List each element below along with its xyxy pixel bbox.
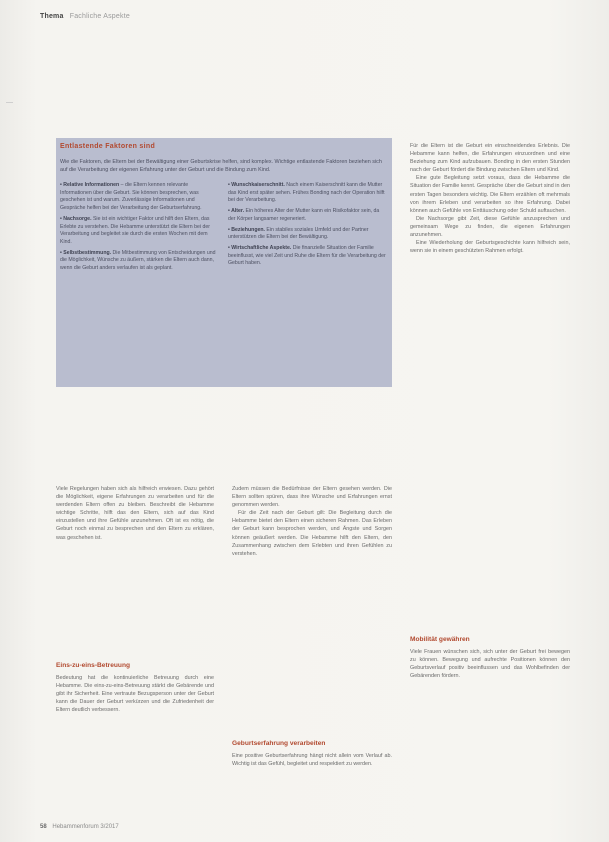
info-item-lead: • Beziehungen. xyxy=(228,226,265,233)
info-box xyxy=(56,138,392,387)
page-number: 58 xyxy=(40,824,47,830)
info-box-left-column xyxy=(60,182,218,276)
info-item-text: – die Eltern kennen relevante Informationen über die Geburt. Sie können besprechen, was geschehen ist und warum. Zuverlässige Informationen und Gespräche helfen bei der Verarbeitung der Geburtserfahrung. xyxy=(60,182,202,212)
header-section: Fachliche Aspekte xyxy=(69,13,130,20)
info-item xyxy=(60,182,218,213)
paragraph: Eine positive Geburtserfahrung hängt nicht allein vom Verlauf ab. Wichtig ist das Gefühl, begleitet und respektiert zu werden. xyxy=(232,753,392,768)
info-item xyxy=(228,245,386,268)
info-item xyxy=(228,227,386,242)
page-footer xyxy=(40,824,119,830)
left-column-lower xyxy=(56,674,214,714)
paragraph: Viele Regelungen haben sich als hilfreich erwiesen. Dazu gehört die Möglichkeit, eigene Erfahrungen zu verarbeiten und für die werdenden Eltern offen zu bleiben. Beschreibt die Hebamme wichtige Schritte, hilft das den Eltern, sich auf das Kind einzustellen und ihre Gefühle anzunehmen. Oft ist es nötig, die Geburt noch einmal zu besprechen und den Eltern zu erklären, was geschehen ist. xyxy=(56,486,214,541)
section-heading-one-to-one-care: Eins-zu-eins-Betreuung xyxy=(56,662,130,669)
section-heading-mobility: Mobilität gewähren xyxy=(410,636,470,643)
info-item-text: Die finanzielle Situation der Familie beeinflusst, wie viel Zeit und Ruhe die Eltern für die Verarbeitung der Geburt haben. xyxy=(228,244,386,267)
info-item-text: Ein höheres Alter der Mutter kann ein Risikofaktor sein, da der Körper langsamer regeneriert. xyxy=(228,208,380,222)
paragraph: Viele Frauen wünschen sich, sich unter der Geburt frei bewegen zu können. Bewegung und aufrechte Positionen können den Geburtsverlauf positiv beeinflussen und das Wohlbefinden der Gebärenden fördern. xyxy=(410,649,570,680)
paragraph: Für die Eltern ist die Geburt ein einschneidendes Erlebnis. Die Hebamme kann helfen, die Erfahrungen einzuordnen und eine Beziehung zum Kind aufzubauen. Bonding in den ersten Stunden nach der Geburt fördert die Bindung zwischen Eltern und Kind. xyxy=(410,143,570,174)
info-item xyxy=(228,208,386,223)
info-item-lead: • Selbstbestimmung. xyxy=(60,249,112,256)
info-item-text: Sie ist ein wichtiger Faktor und hilft den Eltern, das Erlebte zu verstehen. Die Hebamme unterstützt die Eltern bei der Verarbeitung und begleitet sie durch die ersten Wochen mit dem Kind. xyxy=(60,215,210,245)
info-item-lead: • Wirtschaftliche Aspekte. xyxy=(228,244,292,251)
middle-column-lower xyxy=(232,752,392,768)
paragraph: Zudem müssen die Bedürfnisse der Eltern gesehen werden. Die Eltern sollten spüren, dass ihre Wünsche und Erfahrungen ernst genommen werden. xyxy=(232,486,392,509)
page-margin-mark xyxy=(6,102,13,103)
info-item xyxy=(228,182,386,205)
right-column-lower xyxy=(410,648,570,680)
paragraph: Bedeutung hat die kontinuierliche Betreuung durch eine Hebamme. Die eins-zu-eins-Betreuung stärkt die Gebärende und gibt ihr Sicherheit. Eine vertraute Bezugsperson unter der Geburt kann die Dauer der Geburt verkürzen und die Zufriedenheit der Eltern deutlich verbessern. xyxy=(56,675,214,714)
info-item-lead: • Nachsorge. xyxy=(60,215,92,222)
info-item-text: Ein stabiles soziales Umfeld und der Partner unterstützen die Eltern bei der Bewältigung. xyxy=(228,226,369,241)
info-item-lead: • Alter. xyxy=(228,208,245,215)
paragraph: Eine Wiederholung der Geburtsgeschichte kann hilfreich sein, wenn sie in einem geschützten Rahmen erfolgt. xyxy=(410,240,570,255)
info-item xyxy=(60,216,218,247)
info-box-intro: Wie die Faktoren, die Eltern bei der Bewältigung einer Geburtskrise helfen, sind komplex. Wichtige entlastende Faktoren beziehen sich auf die Verarbeitung der eigenen Erfahrung unter der Geburt und die Bindung zum Kind. xyxy=(60,159,382,173)
info-box-right-column xyxy=(228,182,386,271)
left-column-upper xyxy=(56,485,214,542)
paragraph: Eine gute Begleitung setzt voraus, dass die Hebamme die Situation der Familie kennt. Gespräche über die Geburt sind in den ersten Tagen besonders wichtig. Die Eltern erzählen oft mehrmals von ihrem Erleben und verarbeiten so ihre Erfahrung. Dabei können auch Gefühle von Enttäuschung oder Schuld auftauchen. xyxy=(410,175,570,214)
paragraph: Für die Zeit nach der Geburt gilt: Die Begleitung durch die Hebamme bietet den Eltern einen sicheren Rahmen. Das Erleben der Geburt kann besprochen werden, und Ängste und Sorgen können geäußert werden. Die Hebamme hilft den Eltern, den Zusammenhang zwischen dem Erlebten und ihren Gefühlen zu verstehen. xyxy=(232,510,392,557)
publication-name: Hebammenforum 3/2017 xyxy=(52,824,119,830)
running-header xyxy=(40,13,130,20)
info-box-title: Entlastende Faktoren sind xyxy=(60,143,156,150)
paragraph: Die Nachsorge gibt Zeit, diese Gefühle anzusprechen und gemeinsam Wege zu finden, die eigenen Erfahrungen anzunehmen. xyxy=(410,215,570,239)
section-heading-birth-experience: Geburtserfahrung verarbeiten xyxy=(232,740,326,747)
header-label: Thema xyxy=(40,13,64,20)
info-item-text: Nach einem Kaiserschnitt kann die Mutter das Kind erst später sehen. Frühes Bonding nach der Operation hilft bei der Verarbeitung. xyxy=(228,182,385,204)
info-item xyxy=(60,250,218,273)
info-item-lead: • Wunschkaiserschnitt. xyxy=(228,182,285,188)
info-item-text: Die Mitbestimmung von Entscheidungen und die Möglichkeit, Wünsche zu äußern, stärken die Eltern auch dann, wenn die Geburt anders verlaufen ist als geplant. xyxy=(60,249,216,272)
info-item-lead: • Relative Informationen xyxy=(60,182,120,188)
middle-column-upper xyxy=(232,485,392,558)
right-column-upper xyxy=(410,142,570,255)
